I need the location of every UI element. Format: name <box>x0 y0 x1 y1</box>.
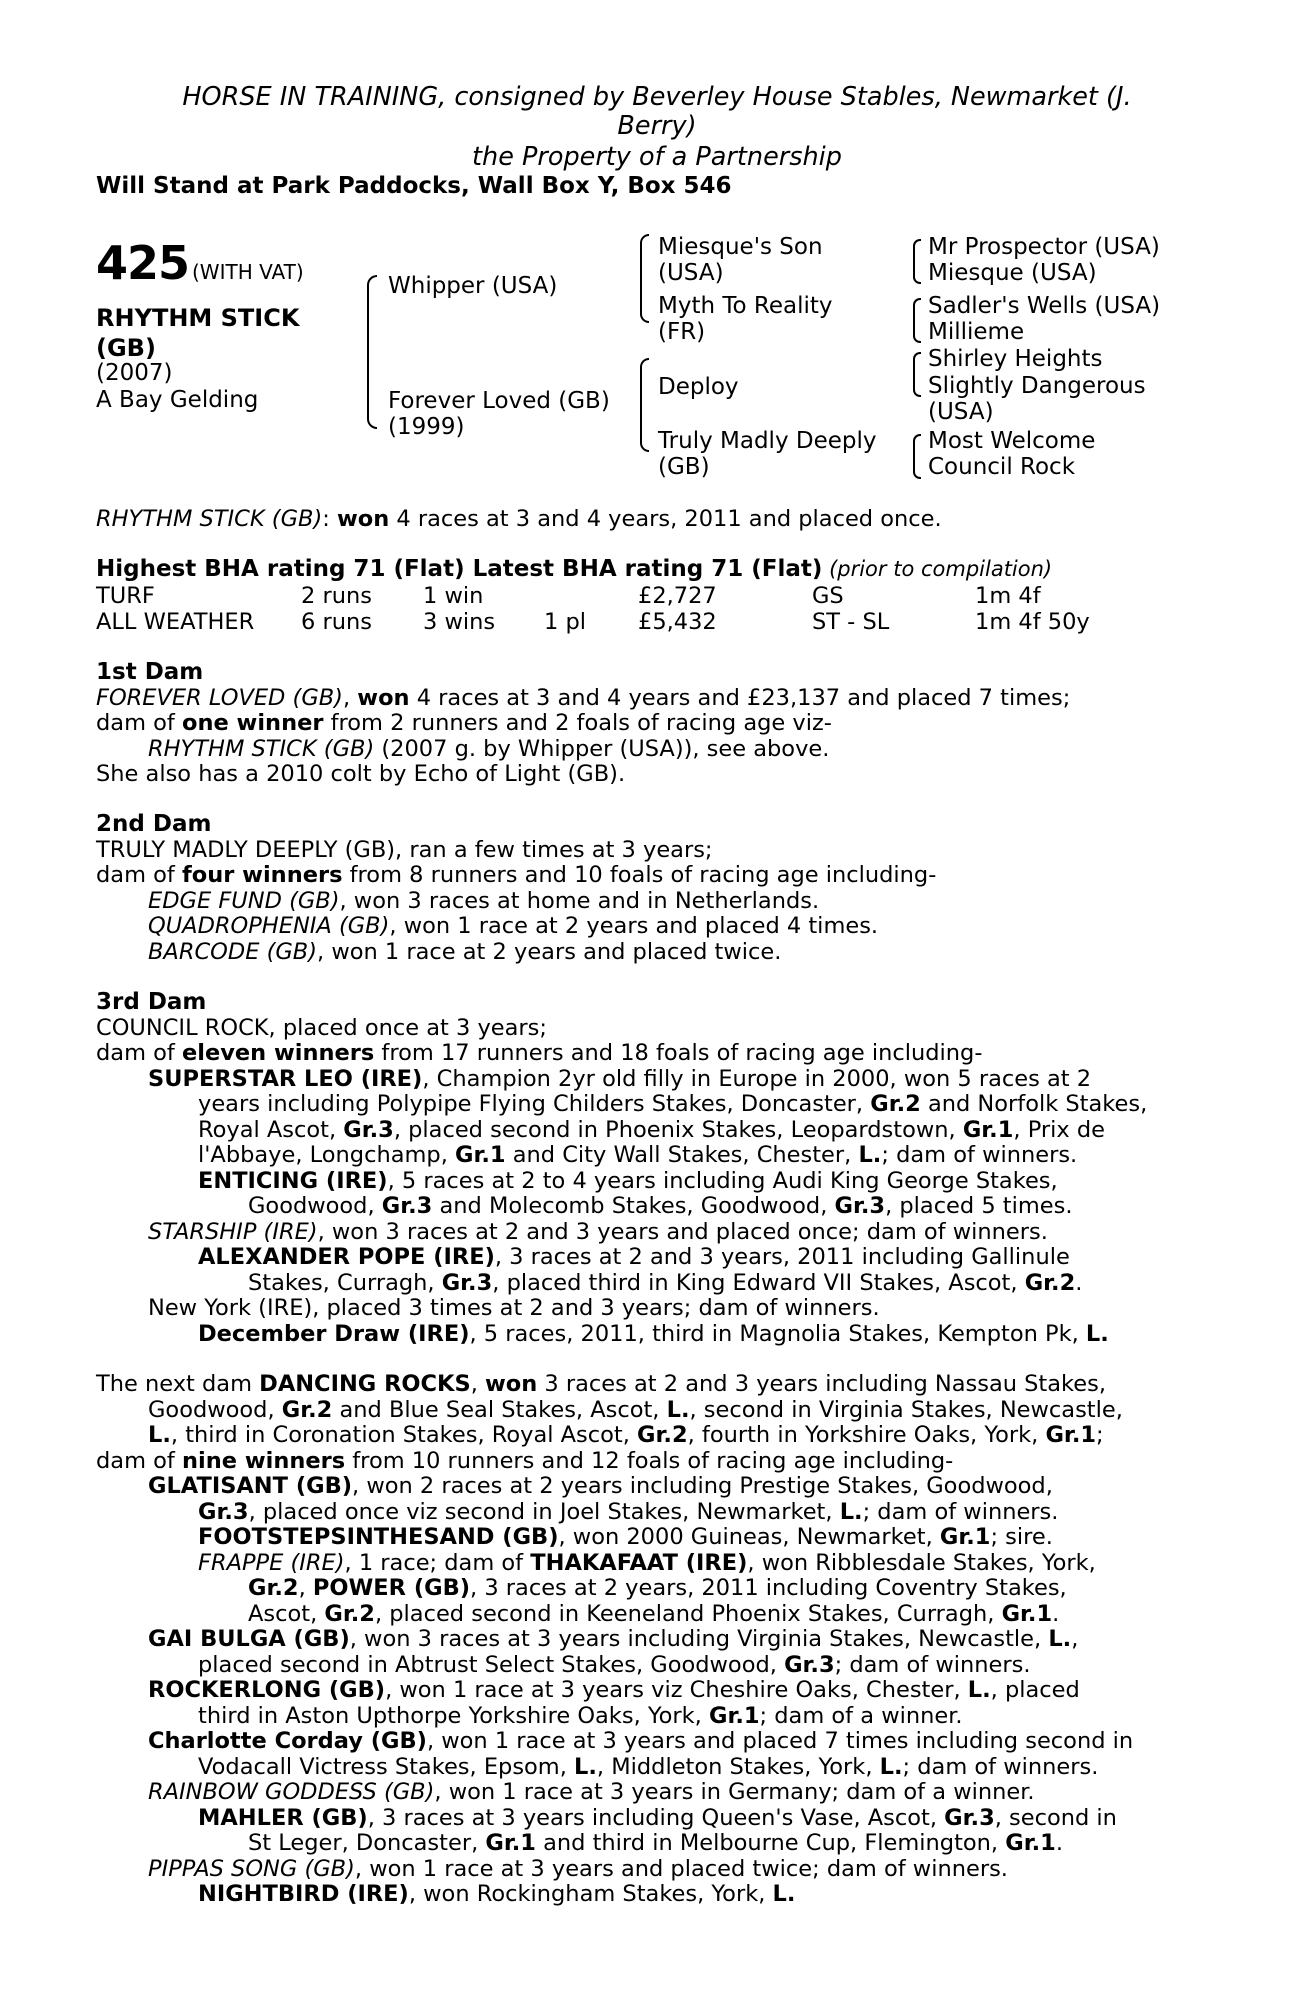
pedigree-dd-dam: Council Rock <box>928 454 1076 480</box>
dam-line: Gr.3, placed once viz second in Joel Stakes, Newmarket, L.; dam of winners. <box>198 1499 1059 1525</box>
pedigree-dam-sire: Deploy <box>658 374 739 400</box>
pedigree-sire-sire-country: (USA) <box>658 260 724 286</box>
header-line-2: Berry) <box>617 111 697 141</box>
pedigree-brace <box>640 234 649 323</box>
horse-name: RHYTHM STICK <box>96 304 300 332</box>
horse-year: (2007) <box>96 360 173 386</box>
pedigree-ss-sire: Mr Prospector (USA) <box>928 234 1160 260</box>
horse-country: (GB) <box>96 334 156 362</box>
dam-line: PIPPAS SONG (GB), won 1 race at 3 years and placed twice; dam of winners. <box>148 1856 1008 1882</box>
dam-line: RAINBOW GODDESS (GB), won 1 race at 3 years in Germany; dam of a winner. <box>148 1779 1035 1805</box>
dam-line: FOOTSTEPSINTHESAND (GB), won 2000 Guineas, Newmarket, Gr.1; sire. <box>198 1524 1053 1550</box>
dam-line: RHYTHM STICK (GB) (2007 g. by Whipper (USA)), see above. <box>148 736 830 762</box>
dam-line: BARCODE (GB), won 1 race at 2 years and placed twice. <box>148 939 782 965</box>
dam-line: FOREVER LOVED (GB), won 4 races at 3 and 4 years and £23,137 and placed 7 times; <box>96 685 1071 711</box>
pedigree-sire-dam-country: (FR) <box>658 319 706 345</box>
pedigree-sd-dam: Millieme <box>928 319 1025 345</box>
pedigree-sire: Whipper (USA) <box>388 273 558 299</box>
header-line-3: the Property of a Partnership <box>472 142 842 172</box>
pedigree-sire-dam: Myth To Reality <box>658 293 833 319</box>
pedigree-ds-dam: Slightly Dangerous <box>928 373 1146 399</box>
lot-number: 425 <box>96 236 190 290</box>
dam-line: Vodacall Victress Stakes, Epsom, L., Middleton Stakes, York, L.; dam of winners. <box>198 1754 1099 1780</box>
form-runs: 6 runs <box>301 609 372 635</box>
dam-line: Ascot, Gr.2, placed second in Keeneland Phoenix Stakes, Curragh, Gr.1. <box>248 1601 1060 1627</box>
pedigree-sire-sire: Miesque's Son <box>658 234 823 260</box>
pedigree-dam-dam: Truly Madly Deeply <box>658 428 877 454</box>
dam-line: ENTICING (IRE), 5 races at 2 to 4 years including Audi King George Stakes, <box>198 1168 1058 1194</box>
dam-line: QUADROPHENIA (GB), won 1 race at 2 years and placed 4 times. <box>148 913 879 939</box>
pedigree-ds-dam-country: (USA) <box>928 399 994 425</box>
bha-rating: Highest BHA rating 71 (Flat) Latest BHA rating 71 (Flat) (prior to compilation) <box>96 556 1053 582</box>
dam-line: TRULY MADLY DEEPLY (GB), ran a few times at 3 years; <box>96 837 713 863</box>
form-distance: 1m 4f 50y <box>975 609 1090 635</box>
dam-line: GAI BULGA (GB), won 3 races at 3 years including Virginia Stakes, Newcastle, L., <box>148 1626 1079 1652</box>
form-runs: 2 runs <box>301 583 372 609</box>
dam-line: dam of one winner from 2 runners and 2 foals of racing age viz- <box>96 710 832 736</box>
pedigree-dam: Forever Loved (GB) <box>388 388 610 414</box>
dam-line: dam of four winners from 8 runners and 10 foals of racing age including- <box>96 862 937 888</box>
pedigree-dd-sire: Most Welcome <box>928 428 1096 454</box>
form-money: £5,432 <box>638 609 717 635</box>
vat-label: (WITH VAT) <box>192 260 304 284</box>
form-surface: ALL WEATHER <box>96 609 255 635</box>
dam-line: years including Polypipe Flying Childers Stakes, Doncaster, Gr.2 and Norfolk Stakes, <box>198 1091 1148 1117</box>
dam-line: placed second in Abtrust Select Stakes, Goodwood, Gr.3; dam of winners. <box>198 1652 1031 1678</box>
pedigree-brace <box>640 358 649 452</box>
dam-line: St Leger, Doncaster, Gr.1 and third in Melbourne Cup, Flemington, Gr.1. <box>248 1830 1063 1856</box>
dam-line: ALEXANDER POPE (IRE), 3 races at 2 and 3 years, 2011 including Gallinule <box>198 1244 1070 1270</box>
dam-line: l'Abbaye, Longchamp, Gr.1 and City Wall Stakes, Chester, L.; dam of winners. <box>198 1142 1078 1168</box>
dam-line: New York (IRE), placed 3 times at 2 and 3 years; dam of winners. <box>148 1295 880 1321</box>
form-money: £2,727 <box>638 583 717 609</box>
form-distance: 1m 4f <box>975 583 1041 609</box>
pedigree-brace <box>367 275 377 429</box>
dam-line: L., third in Coronation Stakes, Royal Ascot, Gr.2, fourth in Yorkshire Oaks, York, Gr.1; <box>148 1422 1104 1448</box>
dam-line: MAHLER (GB), 3 races at 3 years including Queen's Vase, Ascot, Gr.3, second in <box>198 1805 1117 1831</box>
dam-line: Stakes, Curragh, Gr.3, placed third in King Edward VII Stakes, Ascot, Gr.2. <box>248 1270 1083 1296</box>
dam-line: FRAPPE (IRE), 1 race; dam of THAKAFAAT (IRE), won Ribblesdale Stakes, York, <box>198 1550 1096 1576</box>
pedigree-brace <box>913 298 921 343</box>
stand-location: Will Stand at Park Paddocks, Wall Box Y, Box 546 <box>96 173 732 199</box>
pedigree-dam-dam-country: (GB) <box>658 454 710 480</box>
pedigree-ss-dam: Miesque (USA) <box>928 260 1097 286</box>
dam-line: Goodwood, Gr.2 and Blue Seal Stakes, Ascot, L., second in Virginia Stakes, Newcastle, <box>148 1397 1123 1423</box>
dam-line: STARSHIP (IRE), won 3 races at 2 and 3 years and placed once; dam of winners. <box>148 1219 1048 1245</box>
dam-line: third in Aston Upthorpe Yorkshire Oaks, York, Gr.1; dam of a winner. <box>198 1703 963 1729</box>
dam-line: The next dam DANCING ROCKS, won 3 races at 2 and 3 years including Nassau Stakes, <box>96 1371 1106 1397</box>
dam-line: Royal Ascot, Gr.3, placed second in Phoenix Stakes, Leopardstown, Gr.1, Prix de <box>198 1117 1105 1143</box>
header-line-1: HORSE IN TRAINING, consigned by Beverley House Stables, Newmarket (J. <box>182 82 1132 112</box>
pedigree-dam-year: (1999) <box>388 414 465 440</box>
pedigree-brace <box>913 352 921 397</box>
dam-line: ROCKERLONG (GB), won 1 race at 3 years viz Cheshire Oaks, Chester, L., placed <box>148 1677 1080 1703</box>
dam-line: dam of nine winners from 10 runners and 12 foals of racing age including- <box>96 1448 954 1474</box>
dam-line: Charlotte Corday (GB), won 1 race at 3 years and placed 7 times including second in <box>148 1728 1134 1754</box>
dam-line: EDGE FUND (GB), won 3 races at home and in Netherlands. <box>148 888 820 914</box>
form-placed: 1 pl <box>544 609 587 635</box>
dam-line: COUNCIL ROCK, placed once at 3 years; <box>96 1015 547 1041</box>
pedigree-ds-sire: Shirley Heights <box>928 346 1103 372</box>
horse-description: A Bay Gelding <box>96 387 259 413</box>
form-going: ST - SL <box>812 609 890 635</box>
dam-line: Gr.2, POWER (GB), 3 races at 2 years, 2011 including Coventry Stakes, <box>248 1575 1067 1601</box>
dam-line: Goodwood, Gr.3 and Molecomb Stakes, Goodwood, Gr.3, placed 5 times. <box>248 1193 1073 1219</box>
pedigree-brace <box>913 239 921 284</box>
section-heading: 2nd Dam <box>96 811 212 837</box>
pedigree-brace <box>913 434 921 479</box>
form-wins: 1 win <box>423 583 484 609</box>
race-summary: RHYTHM STICK (GB): won 4 races at 3 and 4 years, 2011 and placed once. <box>96 506 942 532</box>
form-going: GS <box>812 583 844 609</box>
pedigree-sd-sire: Sadler's Wells (USA) <box>928 293 1161 319</box>
section-heading: 3rd Dam <box>96 989 207 1015</box>
form-wins: 3 wins <box>423 609 496 635</box>
section-heading: 1st Dam <box>96 659 204 685</box>
dam-line: NIGHTBIRD (IRE), won Rockingham Stakes, York, L. <box>198 1881 796 1907</box>
dam-line: SUPERSTAR LEO (IRE), Champion 2yr old filly in Europe in 2000, won 5 races at 2 <box>148 1066 1092 1092</box>
dam-line: GLATISANT (GB), won 2 races at 2 years including Prestige Stakes, Goodwood, <box>148 1473 1053 1499</box>
dam-line: dam of eleven winners from 17 runners and 18 foals of racing age including- <box>96 1040 983 1066</box>
form-surface: TURF <box>96 583 155 609</box>
dam-line: December Draw (IRE), 5 races, 2011, third in Magnolia Stakes, Kempton Pk, L. <box>198 1321 1109 1347</box>
dam-line: She also has a 2010 colt by Echo of Light (GB). <box>96 761 626 787</box>
